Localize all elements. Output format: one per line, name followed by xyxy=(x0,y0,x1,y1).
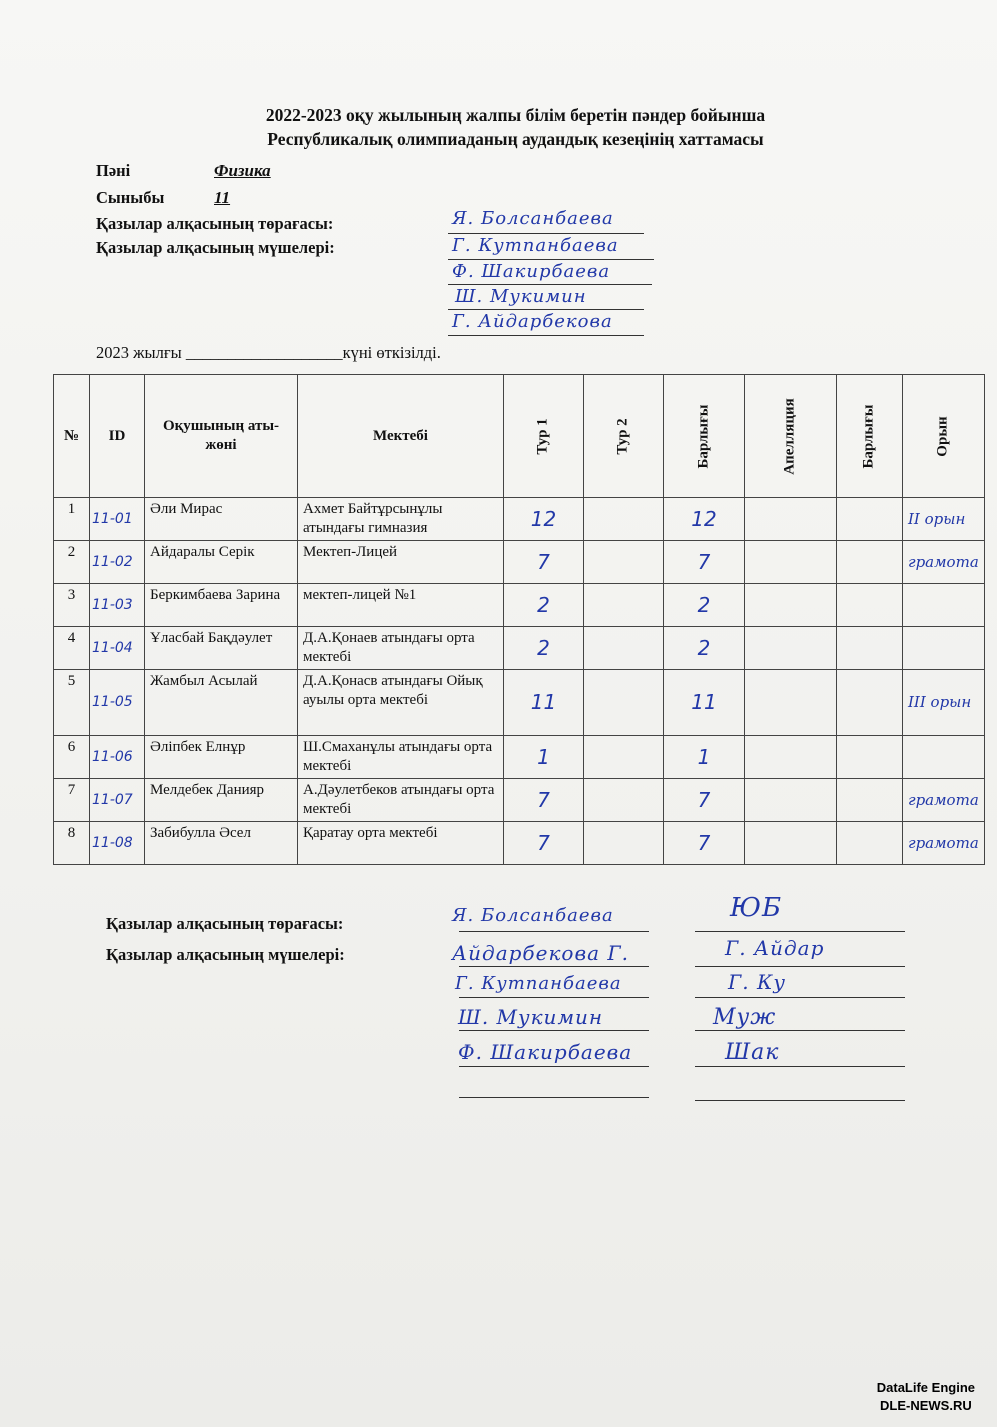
title-line-2: Республикалық олимпиаданың аудандық кезеңінің хаттамасы xyxy=(267,129,764,149)
col-number: № xyxy=(54,375,90,498)
tour-1-score: 2 xyxy=(504,584,584,627)
tour-2-score xyxy=(584,584,664,627)
student-id: 11-06 xyxy=(90,736,145,779)
table-row xyxy=(54,779,985,822)
place xyxy=(903,736,985,779)
footer-initial-signature: ЮБ xyxy=(730,893,783,923)
final-total xyxy=(837,498,903,541)
final-total xyxy=(837,736,903,779)
tour-2-score xyxy=(584,541,664,584)
place: II орын xyxy=(903,498,985,541)
tour-1-score: 11 xyxy=(504,670,584,736)
col-total: Барлығы xyxy=(664,375,745,498)
signature-line xyxy=(448,233,644,234)
student-name: Беркимбаева Зарина xyxy=(145,584,298,627)
school-name: Қаратау орта мектебі xyxy=(298,822,504,865)
school-name: А.Дәулетбеков атындағы орта мектебі xyxy=(298,779,504,822)
student-id: 11-02 xyxy=(90,541,145,584)
signature-line xyxy=(448,259,654,260)
appeal-score xyxy=(745,541,837,584)
date-line: 2023 жылғы ___________________күні өткізілді. xyxy=(96,343,441,362)
appeal-score xyxy=(745,498,837,541)
footer-initial-signature: Г. Ку xyxy=(728,970,787,994)
tour-1-score: 12 xyxy=(504,498,584,541)
signature-line xyxy=(459,1066,649,1067)
member-signature: Ф. Шакирбаева xyxy=(452,261,611,282)
signature-line xyxy=(695,1100,905,1101)
col-total-after-appeal: Барлығы xyxy=(837,375,903,498)
final-total xyxy=(837,584,903,627)
row-number: 6 xyxy=(54,736,90,779)
title-line-1: 2022-2023 оқу жылының жалпы білім беретін пәндер бойынша xyxy=(265,105,766,125)
row-number: 4 xyxy=(54,627,90,670)
school-name: Ш.Смаханұлы атындағы орта мектебі xyxy=(298,736,504,779)
school-name: Ахмет Байтұрсынұлы атындағы гимназия xyxy=(298,498,504,541)
col-student-name: Оқушының аты-жөні xyxy=(145,375,298,498)
footer-name-signature: Ф. Шакирбаева xyxy=(458,1040,633,1064)
signature-line xyxy=(459,966,649,967)
tour-1-score: 2 xyxy=(504,627,584,670)
final-total xyxy=(837,670,903,736)
student-id: 11-03 xyxy=(90,584,145,627)
col-tour-1: Тур 1 xyxy=(504,375,584,498)
student-name: Ұласбай Бақдәулет xyxy=(145,627,298,670)
footer-name-signature: Г. Кутпанбаева xyxy=(455,973,622,994)
total-score: 2 xyxy=(664,584,745,627)
student-id: 11-05 xyxy=(90,670,145,736)
watermark-line-1: DataLife Engine xyxy=(876,1380,975,1395)
appeal-score xyxy=(745,584,837,627)
student-id: 11-08 xyxy=(90,822,145,865)
signature-line xyxy=(459,1030,649,1031)
col-school: Мектебі xyxy=(298,375,504,498)
total-score: 2 xyxy=(664,627,745,670)
final-total xyxy=(837,779,903,822)
place: грамота xyxy=(903,541,985,584)
appeal-score xyxy=(745,627,837,670)
tour-2-score xyxy=(584,670,664,736)
student-name: Забибулла Әсел xyxy=(145,822,298,865)
appeal-score xyxy=(745,670,837,736)
col-place: Орын xyxy=(903,375,985,498)
row-number: 1 xyxy=(54,498,90,541)
chair-signature: Я. Болсанбаева xyxy=(452,208,614,229)
subject-value: Физика xyxy=(214,161,271,180)
student-name: Мелдебек Данияр xyxy=(145,779,298,822)
student-id: 11-04 xyxy=(90,627,145,670)
tour-2-score xyxy=(584,822,664,865)
row-number: 8 xyxy=(54,822,90,865)
col-id: ID xyxy=(90,375,145,498)
signature-line xyxy=(695,1066,905,1067)
row-number: 7 xyxy=(54,779,90,822)
final-total xyxy=(837,627,903,670)
footer-initial-signature: Муж xyxy=(713,1005,777,1030)
tour-1-score: 7 xyxy=(504,822,584,865)
school-name: Мектеп-Лицей xyxy=(298,541,504,584)
table-row xyxy=(54,736,985,779)
footer-initial-signature: Шак xyxy=(725,1040,780,1065)
signature-line xyxy=(695,1030,905,1031)
footer-initial-signature: Г. Айдар xyxy=(725,936,825,960)
total-score: 11 xyxy=(664,670,745,736)
signature-line xyxy=(459,1097,649,1098)
place: грамота xyxy=(903,822,985,865)
student-id: 11-07 xyxy=(90,779,145,822)
subject-label: Пәні xyxy=(96,161,131,180)
student-name: Әліпбек Елнұр xyxy=(145,736,298,779)
footer-name-signature: Ш. Мукимин xyxy=(458,1005,604,1029)
row-number: 5 xyxy=(54,670,90,736)
table-row xyxy=(54,498,985,541)
members-label: Қазылар алқасының мүшелері: xyxy=(96,238,335,257)
footer-chair-label: Қазылар алқасының төрағасы: xyxy=(106,914,344,933)
school-name: мектеп-лицей №1 xyxy=(298,584,504,627)
watermark xyxy=(877,1379,975,1415)
grade-label: Сыныбы xyxy=(96,188,165,207)
place: III орын xyxy=(903,670,985,736)
signature-line xyxy=(695,931,905,932)
place xyxy=(903,584,985,627)
tour-2-score xyxy=(584,498,664,541)
row-number: 3 xyxy=(54,584,90,627)
table-row xyxy=(54,584,985,627)
appeal-score xyxy=(745,822,837,865)
table-row xyxy=(54,627,985,670)
table-header-row xyxy=(54,375,985,498)
place xyxy=(903,627,985,670)
signature-line xyxy=(459,931,649,932)
footer-name-signature: Я. Болсанбаева xyxy=(452,905,614,926)
grade-value: 11 xyxy=(214,188,231,207)
row-number: 2 xyxy=(54,541,90,584)
appeal-score xyxy=(745,779,837,822)
table-row xyxy=(54,670,985,736)
tour-2-score xyxy=(584,627,664,670)
tour-2-score xyxy=(584,736,664,779)
school-name: Д.А.Қонаев атындағы орта мектебі xyxy=(298,627,504,670)
final-total xyxy=(837,541,903,584)
signature-line xyxy=(695,997,905,998)
student-id: 11-01 xyxy=(90,498,145,541)
member-signature: Г. Кутпанбаева xyxy=(452,235,619,256)
col-appeal: Апелляция xyxy=(745,375,837,498)
student-name: Айдаралы Серік xyxy=(145,541,298,584)
signature-line xyxy=(448,309,644,310)
student-name: Жамбыл Асылай xyxy=(145,670,298,736)
signature-line xyxy=(695,966,905,967)
place: грамота xyxy=(903,779,985,822)
table-row xyxy=(54,541,985,584)
total-score: 1 xyxy=(664,736,745,779)
tour-1-score: 1 xyxy=(504,736,584,779)
appeal-score xyxy=(745,736,837,779)
student-name: Әли Мирас xyxy=(145,498,298,541)
signature-line xyxy=(448,284,652,285)
final-total xyxy=(837,822,903,865)
tour-1-score: 7 xyxy=(504,541,584,584)
results-table xyxy=(53,374,985,865)
signature-line xyxy=(448,335,644,336)
signature-line xyxy=(459,997,649,998)
footer-members-label: Қазылар алқасының мүшелері: xyxy=(106,945,345,964)
total-score: 7 xyxy=(664,779,745,822)
total-score: 12 xyxy=(664,498,745,541)
document-title xyxy=(0,103,997,151)
school-name: Д.А.Қонасв атындағы Ойық ауылы орта мектебі xyxy=(298,670,504,736)
member-signature: Ш. Мукимин xyxy=(455,286,587,307)
chair-label: Қазылар алқасының төрағасы: xyxy=(96,214,334,233)
total-score: 7 xyxy=(664,541,745,584)
tour-2-score xyxy=(584,779,664,822)
col-tour-2: Тур 2 xyxy=(584,375,664,498)
watermark-line-2: DLE-NEWS.RU xyxy=(880,1398,972,1413)
member-signature: Г. Айдарбекова xyxy=(452,311,613,332)
total-score: 7 xyxy=(664,822,745,865)
footer-name-signature: Айдарбекова Г. xyxy=(452,941,629,965)
tour-1-score: 7 xyxy=(504,779,584,822)
table-row xyxy=(54,822,985,865)
